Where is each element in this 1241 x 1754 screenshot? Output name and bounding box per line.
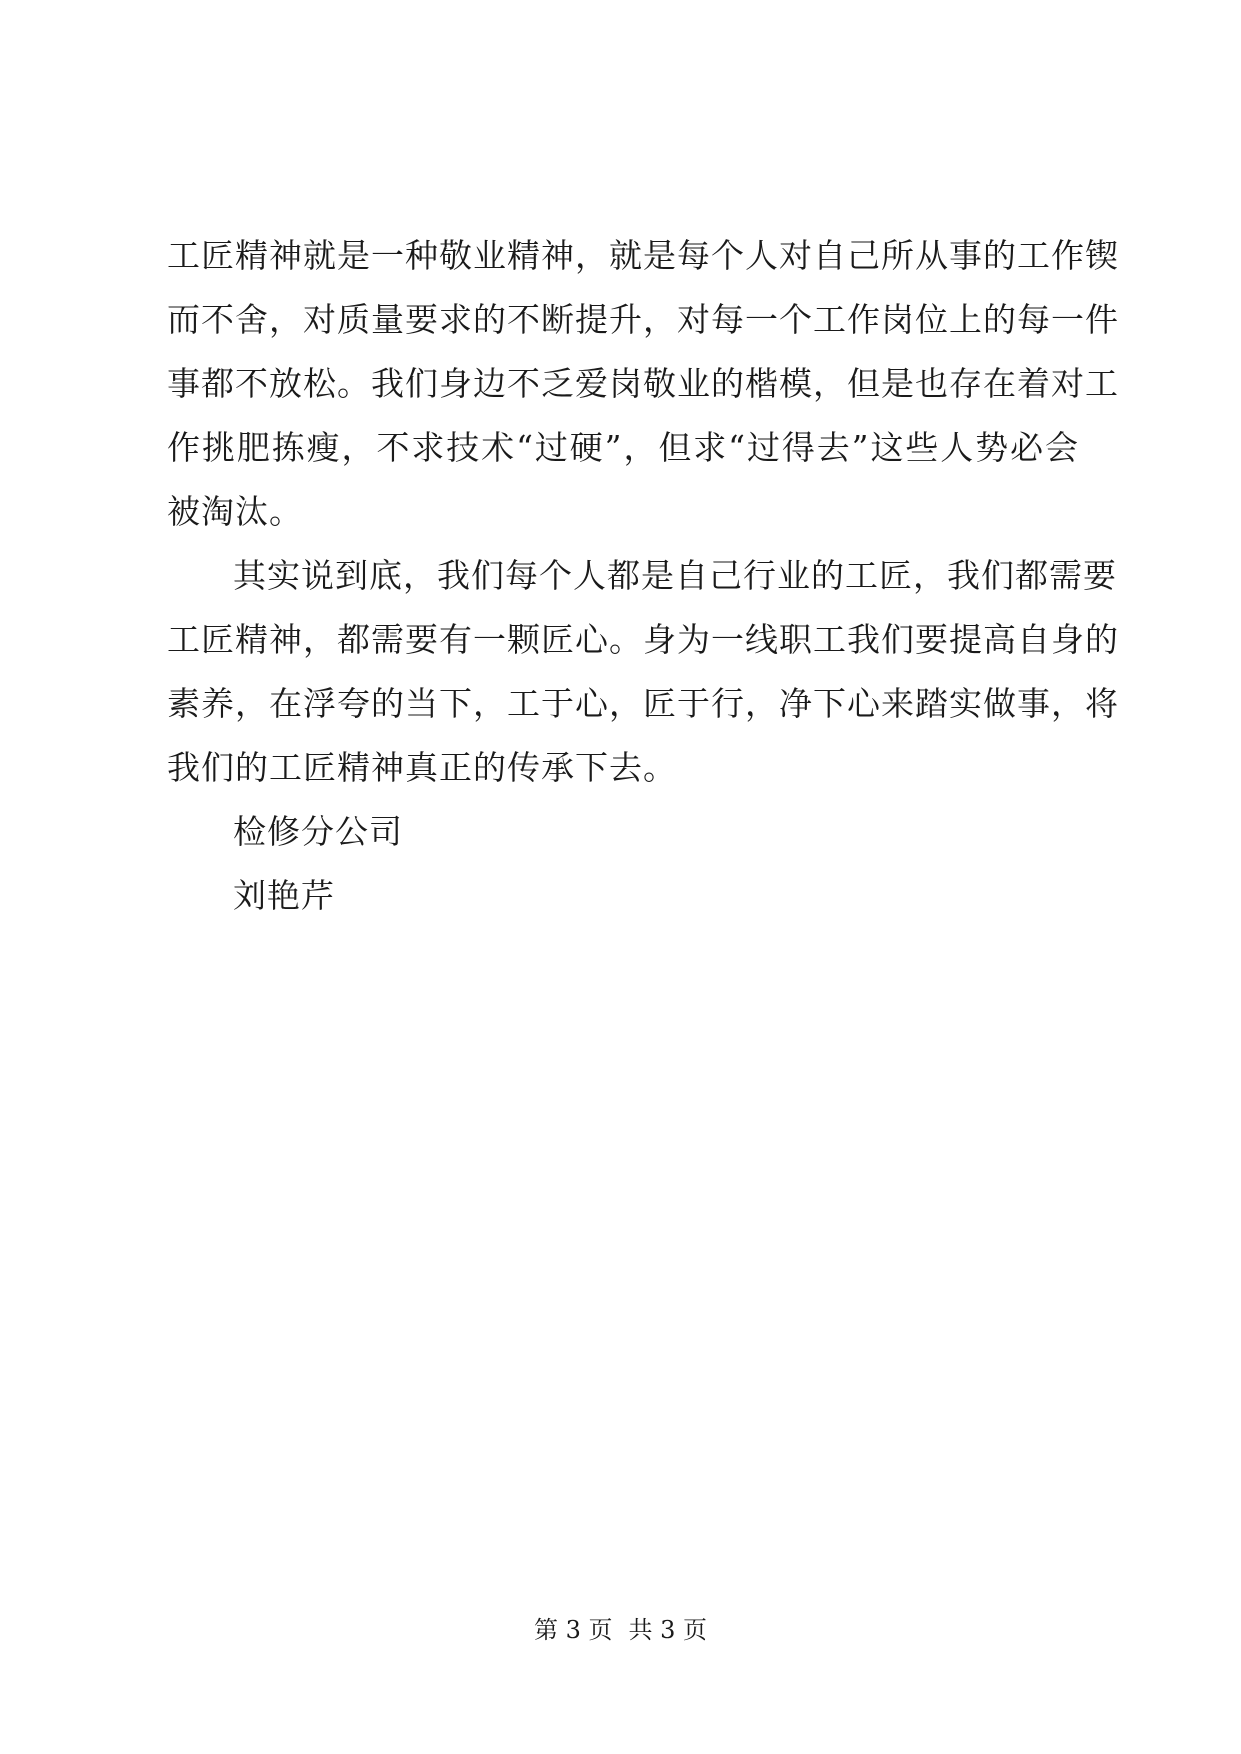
paragraph-2-line-1: 其实说到底，我们每个人都是自己行业的工匠，我们都需要 <box>233 556 1117 595</box>
signature-author: 刘艳芹 <box>233 876 335 915</box>
paragraph-1-line-2: 而不舍，对质量要求的不断提升，对每一个工作岗位上的每一件 <box>167 300 1119 339</box>
paragraph-2-line-2: 工匠精神，都需要有一颗匠心。身为一线职工我们要提高自身的 <box>167 620 1119 659</box>
paragraph-2 <box>167 544 1119 800</box>
paragraph-2-line-3: 素养，在浮夸的当下，工于心，匠于行，净下心来踏实做事，将 <box>167 684 1119 723</box>
paragraph-2-line-4: 我们的工匠精神真正的传承下去。 <box>167 748 677 787</box>
page-number-current: 第 3 页 <box>533 1616 613 1644</box>
paragraph-1-line-4: 作挑肥拣瘦，不求技术“过硬”，但求“过得去”这些人势必会 <box>167 428 1079 467</box>
page-number-total: 共 3 页 <box>628 1616 708 1644</box>
document-body <box>167 224 1119 928</box>
page-footer <box>0 1610 1241 1645</box>
signature-department: 检修分公司 <box>233 812 403 851</box>
paragraph-1-line-1: 工匠精神就是一种敬业精神，就是每个人对自己所从事的工作锲 <box>167 236 1119 275</box>
paragraph-1 <box>167 224 1119 544</box>
paragraph-1-line-5: 被淘汰。 <box>167 492 303 531</box>
paragraph-1-line-3: 事都不放松。我们身边不乏爱岗敬业的楷模，但是也存在着对工 <box>167 364 1119 403</box>
